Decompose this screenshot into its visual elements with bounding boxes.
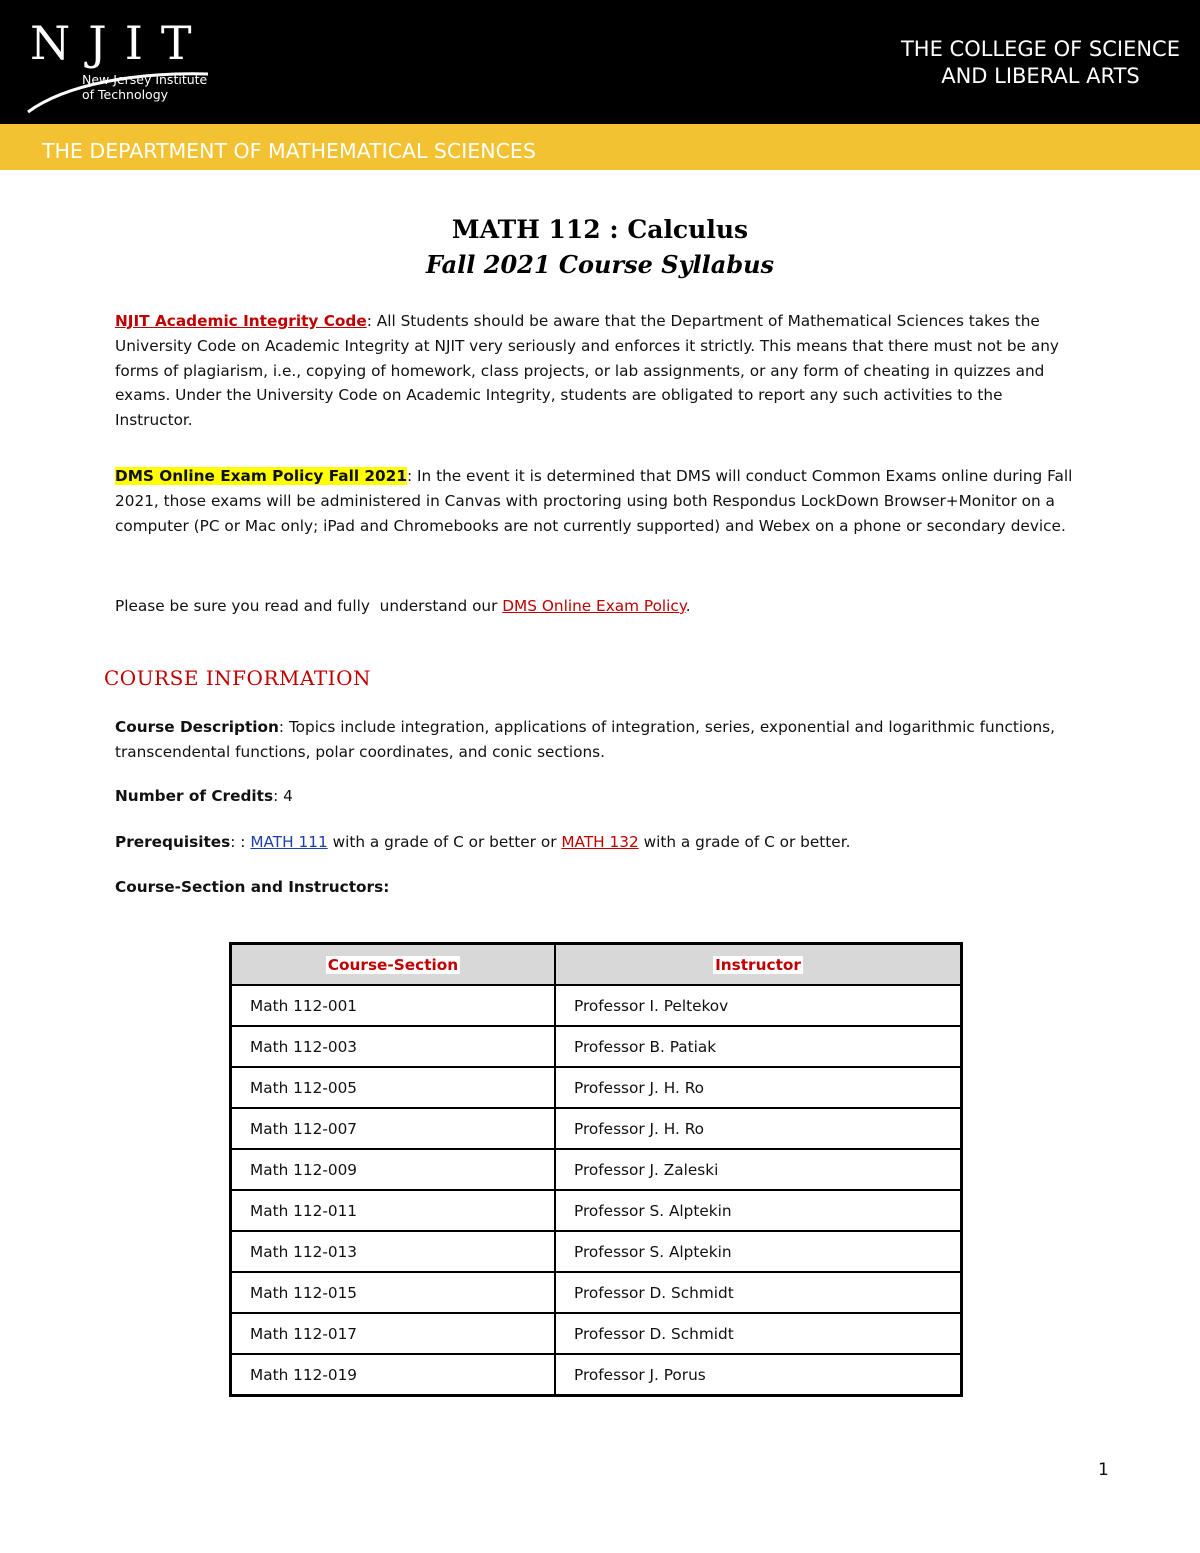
table-header-row xyxy=(231,944,962,986)
table-row xyxy=(231,1149,962,1190)
table-row xyxy=(231,1354,962,1396)
read-note-prefix: Please be sure you read and fully understand our xyxy=(115,597,503,615)
prerequisites xyxy=(115,830,1085,855)
logo-subtitle xyxy=(82,72,207,102)
section-cell: Math 112-007 xyxy=(231,1108,556,1149)
logo-subtitle-line1: New Jersey Institute xyxy=(82,72,208,87)
read-note-suffix: . xyxy=(685,597,691,615)
exam-policy-paragraph xyxy=(115,464,1085,538)
page-number: 1 xyxy=(1098,1460,1109,1480)
college-name xyxy=(901,36,1180,90)
course-description xyxy=(115,715,1085,765)
section-cell: Math 112-003 xyxy=(231,1026,556,1067)
logo-letters: NJIT xyxy=(30,16,210,70)
exam-policy-text: : In the event it is determined that DMS will conduct Common Exams online during Fall 2021, those exams will be administered in Canvas with proctoring using both Respondus LockDown Browser+Monitor on a computer (PC or Mac only; iPad and Chromebooks are not currently supported) and Webex on a phone or secondary device. xyxy=(115,467,1073,535)
credits-value: : 4 xyxy=(273,787,293,805)
integrity-code-link[interactable]: NJIT Academic Integrity Code xyxy=(115,312,367,330)
header-instructor: Instructor xyxy=(555,944,962,986)
department-name: THE DEPARTMENT OF MATHEMATICAL SCIENCES xyxy=(42,139,536,163)
table-row xyxy=(231,1067,962,1108)
instructor-cell: Professor B. Patiak xyxy=(555,1026,962,1067)
header-bar xyxy=(0,0,1200,124)
table-row xyxy=(231,1026,962,1067)
prerequisites-label: Prerequisites xyxy=(115,833,231,851)
sections-table xyxy=(229,942,963,1397)
prereq-text-1: : : xyxy=(230,833,251,851)
college-line2: AND LIBERAL ARTS xyxy=(941,64,1140,88)
math-132-link[interactable]: MATH 132 xyxy=(561,833,639,851)
table-row xyxy=(231,1190,962,1231)
instructor-cell: Professor S. Alptekin xyxy=(555,1231,962,1272)
prereq-text-2: with a grade of C or better or xyxy=(327,833,562,851)
credits xyxy=(115,784,1085,809)
instructor-cell: Professor D. Schmidt xyxy=(555,1313,962,1354)
section-cell: Math 112-001 xyxy=(231,985,556,1026)
section-cell: Math 112-009 xyxy=(231,1149,556,1190)
logo-subtitle-line2: of Technology xyxy=(82,87,169,102)
integrity-paragraph xyxy=(115,309,1085,433)
table-row xyxy=(231,1272,962,1313)
instructor-cell: Professor I. Peltekov xyxy=(555,985,962,1026)
instructor-cell: Professor D. Schmidt xyxy=(555,1272,962,1313)
credits-label: Number of Credits xyxy=(115,787,274,805)
sections-label-paragraph xyxy=(115,875,1085,900)
course-description-label: Course Description xyxy=(115,718,279,736)
course-title: MATH 112 : Calculus xyxy=(451,215,749,244)
instructor-cell: Professor J. Porus xyxy=(555,1354,962,1396)
table-row xyxy=(231,1313,962,1354)
prereq-text-3: with a grade of C or better. xyxy=(638,833,851,851)
table-row xyxy=(231,985,962,1026)
section-cell: Math 112-019 xyxy=(231,1354,556,1396)
course-description-text: : Topics include integration, applications of integration, series, exponential and logarithmic functions, transcendental functions, polar coordinates, and conic sections. xyxy=(115,718,1055,761)
exam-policy-label: DMS Online Exam Policy Fall 2021 xyxy=(115,467,407,485)
section-cell: Math 112-011 xyxy=(231,1190,556,1231)
header-course-section: Course-Section xyxy=(231,944,556,986)
table-row xyxy=(231,1108,962,1149)
read-note-paragraph xyxy=(115,594,1085,619)
college-line1: THE COLLEGE OF SCIENCE xyxy=(900,37,1180,61)
sections-label: Course-Section and Instructors: xyxy=(115,878,390,896)
instructor-cell: Professor J. Zaleski xyxy=(555,1149,962,1190)
course-information-heading: COURSE INFORMATION xyxy=(104,666,371,690)
njit-logo xyxy=(26,14,256,114)
instructor-cell: Professor J. H. Ro xyxy=(555,1067,962,1108)
table-row xyxy=(231,1231,962,1272)
section-cell: Math 112-017 xyxy=(231,1313,556,1354)
instructor-cell: Professor S. Alptekin xyxy=(555,1190,962,1231)
syllabus-subtitle: Fall 2021 Course Syllabus xyxy=(425,250,775,279)
section-cell: Math 112-005 xyxy=(231,1067,556,1108)
instructor-cell: Professor J. H. Ro xyxy=(555,1108,962,1149)
section-cell: Math 112-013 xyxy=(231,1231,556,1272)
exam-policy-link[interactable]: DMS Online Exam Policy xyxy=(502,597,686,615)
math-111-link[interactable]: MATH 111 xyxy=(250,833,328,851)
integrity-text: : All Students should be aware that the Department of Mathematical Sciences takes the University Code on Academic Integrity at NJIT very seriously and enforces it strictly. This means that there must not be any forms of plagiarism, i.e., copying of homework, class projects, or lab assignments, or any form of cheating in quizzes and exams. Under the University Code on Academic Integrity, students are obligated to report any such activities to the Instructor. xyxy=(115,312,1059,430)
section-cell: Math 112-015 xyxy=(231,1272,556,1313)
